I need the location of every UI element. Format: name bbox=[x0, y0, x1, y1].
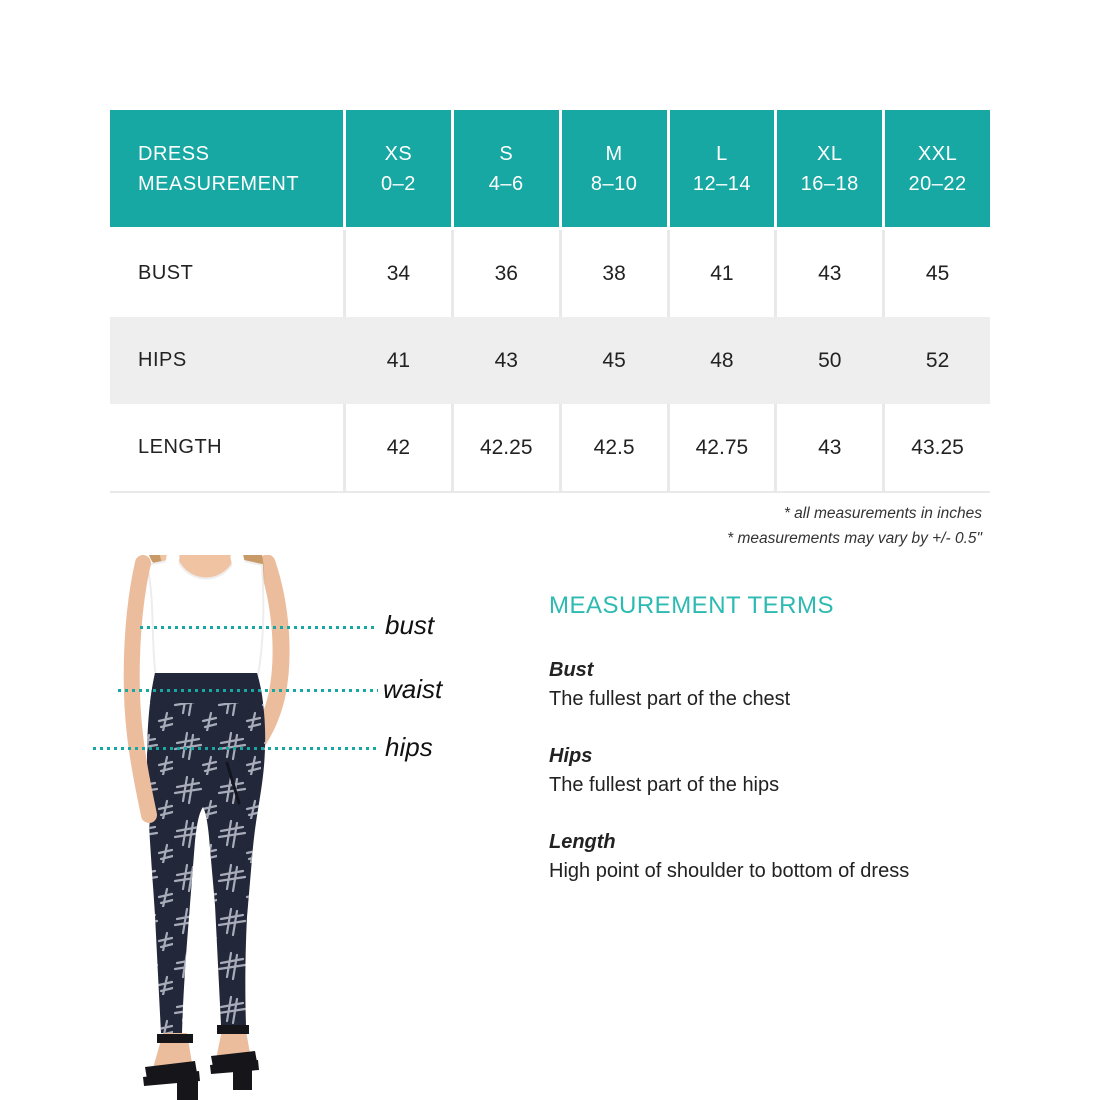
waist-label: waist bbox=[383, 674, 443, 704]
table-cell: 34 bbox=[346, 230, 451, 317]
term-hips bbox=[549, 742, 1029, 800]
size-range: 12–14 bbox=[692, 172, 751, 195]
size-name: L bbox=[716, 142, 728, 165]
table-row-bust bbox=[110, 230, 990, 317]
size-column-header-xxl bbox=[885, 110, 990, 227]
term-definition: High point of shoulder to bottom of dress bbox=[549, 860, 910, 882]
note-line: * measurements may vary by +/- 0.5" bbox=[727, 530, 982, 547]
terms-title: MEASUREMENT TERMS bbox=[549, 592, 834, 619]
table-bottom-border bbox=[110, 491, 990, 493]
table-row-length bbox=[110, 404, 990, 491]
size-chart-table bbox=[110, 110, 990, 493]
corner-cell bbox=[110, 110, 343, 227]
table-cell: 52 bbox=[885, 317, 990, 404]
table-cell: 43 bbox=[454, 317, 559, 404]
size-column-header-m bbox=[562, 110, 667, 227]
size-name: XS bbox=[384, 142, 413, 165]
size-range: 8–10 bbox=[590, 172, 638, 195]
term-bust bbox=[549, 656, 1029, 714]
hips-label: hips bbox=[385, 732, 433, 762]
bust-label: bust bbox=[385, 610, 435, 640]
term-definition: The fullest part of the chest bbox=[549, 688, 791, 710]
corner-line2: MEASUREMENT bbox=[138, 172, 300, 195]
corner-line1: DRESS bbox=[138, 142, 210, 165]
size-name: XL bbox=[817, 142, 843, 165]
table-cell: 42 bbox=[346, 404, 451, 491]
table-cell: 41 bbox=[346, 317, 451, 404]
term-name: Hips bbox=[549, 745, 593, 767]
size-column-header-s bbox=[454, 110, 559, 227]
table-cell: 43 bbox=[777, 230, 882, 317]
term-definition: The fullest part of the hips bbox=[549, 774, 780, 796]
size-column-header-l bbox=[670, 110, 775, 227]
row-label: HIPS bbox=[110, 317, 343, 404]
size-name: M bbox=[605, 142, 623, 165]
model-photo bbox=[85, 555, 345, 1100]
table-cell: 45 bbox=[562, 317, 667, 404]
table-cell: 48 bbox=[670, 317, 775, 404]
size-range: 4–6 bbox=[488, 172, 524, 195]
size-range: 16–18 bbox=[800, 172, 859, 195]
table-cell: 43 bbox=[777, 404, 882, 491]
table-cell: 38 bbox=[562, 230, 667, 317]
term-length bbox=[549, 828, 1029, 886]
measurement-terms-section bbox=[549, 592, 1029, 914]
measurement-notes bbox=[110, 501, 982, 551]
term-name: Length bbox=[549, 831, 616, 853]
table-row-hips bbox=[110, 317, 990, 404]
size-column-header-xs bbox=[346, 110, 451, 227]
table-header-row bbox=[110, 110, 990, 227]
table-cell: 42.75 bbox=[670, 404, 775, 491]
table-cell: 43.25 bbox=[885, 404, 990, 491]
size-name: XXL bbox=[917, 142, 958, 165]
size-name: S bbox=[499, 142, 514, 165]
bust-measure-line bbox=[140, 626, 378, 629]
size-range: 0–2 bbox=[380, 172, 416, 195]
term-name: Bust bbox=[549, 659, 594, 681]
table-cell: 36 bbox=[454, 230, 559, 317]
table-cell: 42.5 bbox=[562, 404, 667, 491]
table-cell: 41 bbox=[670, 230, 775, 317]
table-cell: 50 bbox=[777, 317, 882, 404]
table-cell: 42.25 bbox=[454, 404, 559, 491]
waist-measure-line bbox=[118, 689, 378, 692]
note-line: * all measurements in inches bbox=[783, 505, 982, 522]
size-column-header-xl bbox=[777, 110, 882, 227]
row-label: BUST bbox=[110, 230, 343, 317]
hips-measure-line bbox=[93, 747, 378, 750]
table-cell: 45 bbox=[885, 230, 990, 317]
row-label: LENGTH bbox=[110, 404, 343, 491]
size-range: 20–22 bbox=[908, 172, 967, 195]
